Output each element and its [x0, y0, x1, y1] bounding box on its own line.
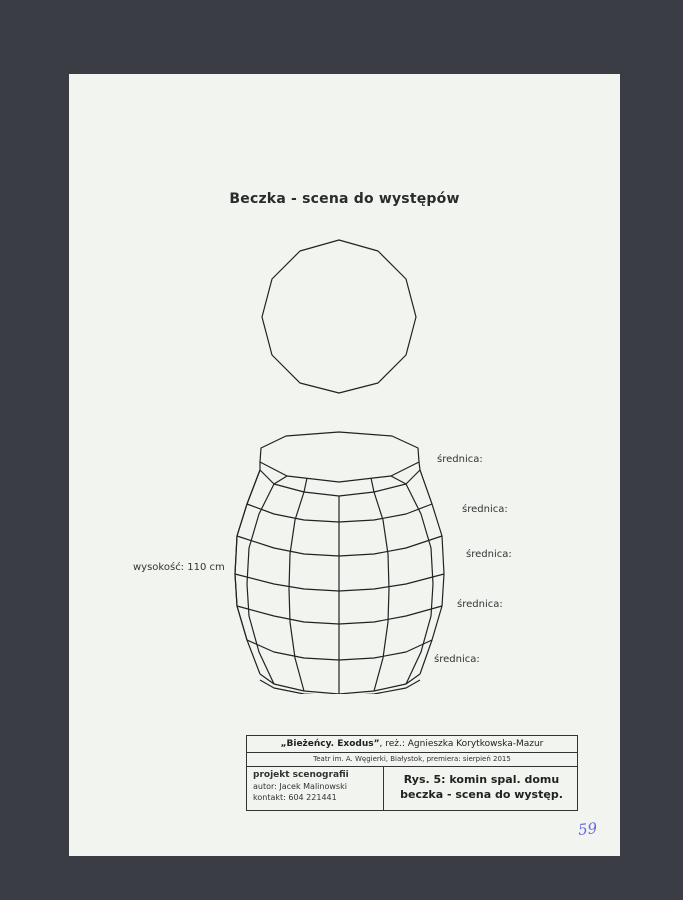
diameter-label-1: średnica:: [437, 454, 483, 465]
title-block: [246, 735, 578, 811]
author: autor: Jacek Malinowski: [253, 782, 347, 791]
director: , reż.: Agnieszka Korytkowska-Mazur: [379, 739, 544, 749]
barrel-stave: [374, 492, 389, 691]
diameter-label-5: średnica:: [434, 654, 480, 665]
barrel-stave: [406, 484, 433, 684]
handwritten-page-number: 59: [577, 819, 598, 839]
project-label: projekt scenografii: [253, 770, 349, 780]
barrel-stave: [247, 484, 274, 684]
barrel-drawing: [69, 74, 620, 694]
barrel-top-view: [262, 240, 416, 393]
production-title: „Bieżeńcy. Exodus”: [280, 739, 380, 749]
drawing-name-line1: Rys. 5: komin spal. domu: [403, 773, 560, 786]
paper-sheet: [69, 74, 620, 856]
barrel-stave: [289, 492, 304, 691]
diameter-label-2: średnica:: [462, 504, 508, 515]
height-label: wysokość: 110 cm: [133, 562, 225, 573]
author-box: [247, 766, 384, 811]
barrel-lid: [260, 432, 419, 482]
theatre-line: Teatr im. A. Węgierki, Białystok, premiera: sierpień 2015: [247, 752, 577, 767]
diameter-label-3: średnica:: [466, 549, 512, 560]
diameter-label-4: średnica:: [457, 599, 503, 610]
title-block-production: [247, 736, 577, 753]
contact: kontakt: 604 221441: [253, 793, 337, 802]
drawing-name-line2: beczka - scena do występ.: [400, 788, 563, 801]
drawing-name-box: [384, 766, 579, 811]
drawing-title: Beczka - scena do występów: [229, 191, 460, 207]
